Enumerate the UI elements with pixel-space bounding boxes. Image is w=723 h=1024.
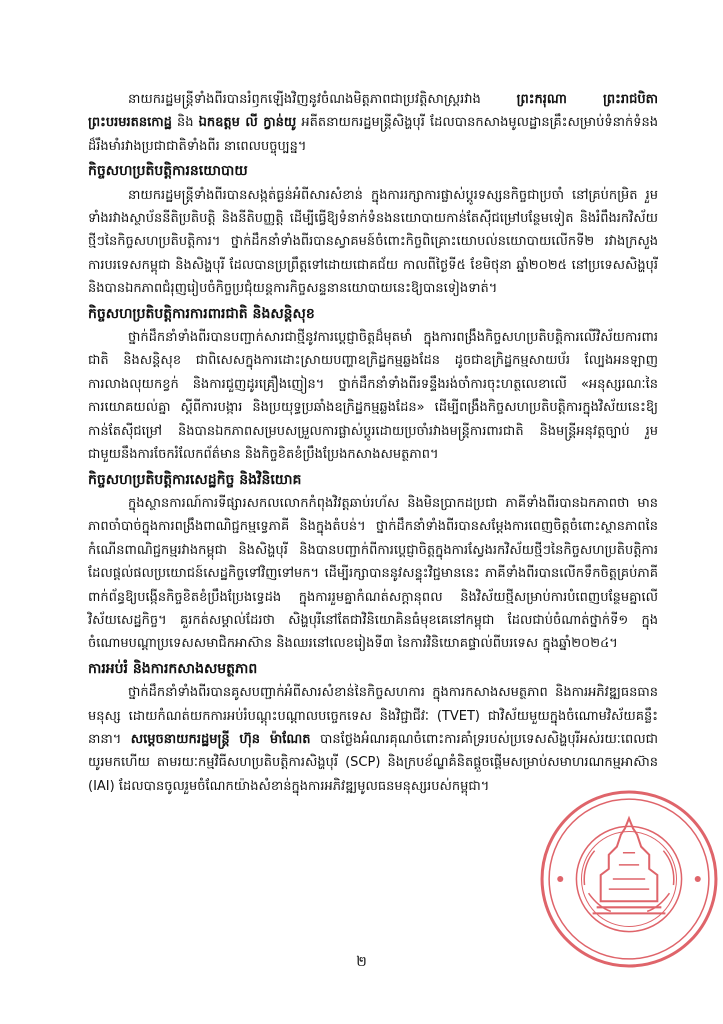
education-pm-name: សម្តេចនាយករដ្ឋមន្ត្រី ហ៊ុន ម៉ាណែត (130, 731, 311, 747)
heading-economic: កិច្ចសហប្រតិបត្តិការសេដ្ឋកិច្ច និងវិនិយោគ (88, 471, 302, 488)
intro-paragraph (88, 88, 658, 158)
page-number: ២ (356, 954, 367, 970)
defence-paragraph: ថ្នាក់ដឹកនាំទាំងពីរបានបញ្ជាក់សារជាថ្មីនូវការប្តេជ្ញាចិត្តដ៏មុតមាំ ក្នុងការពង្រឹងកិច្ចសហប្រតិបត្តិការលើវិស័យការពារជាតិ និងសន្តិសុខ ជាពិសេសក្នុងការដោះស្រាយបញ្ហាឧក្រិដ្ឋកម្មឆ្លងដែន ដូចជាឧក្រិដ្ឋកម្មសាយប័រ ល្បែងអនឡាញ ការលាងលុយកខ្វក់ និងការជួញដូរគ្រឿងញៀន។ ថ្នាក់ដឹកនាំទាំងពីរទន្ទឹងរង់ចាំការចុះហត្ថលេខាលើ «អនុស្សរណៈនៃការយោគយល់គ្នា ស្តីពីការបង្ការ និងប្រយុទ្ធប្រឆាំងឧក្រិដ្ឋកម្មឆ្លងដែន» ដើម្បីពង្រឹងកិច្ចសហប្រតិបត្តិការក្នុងវិស័យនេះឱ្យកាន់តែស៊ីជម្រៅ និងបានឯកភាពសម្របសម្រួលការផ្លាស់ប្តូរដោយប្រចាំរវាងមន្ត្រីការពារជាតិ និងមន្ត្រីអនុវត្តច្បាប់ រួមជាមួយនឹងការចែករំលែកព័ត៌មាន និងកិច្ចខិតខំប្រឹងប្រែងកសាងសមត្ថភាព។ (88, 330, 658, 463)
education-paragraph (88, 681, 658, 798)
economic-paragraph: ក្នុងស្ថានការណ៍ការទីផ្សារសកលលោកកំពុងវិវត្តឆាប់រហ័ស និងមិនប្រាកដប្រជា ភាគីទាំងពីរបានឯកភាពថា មានភាពចាំបាច់ក្នុងការពង្រឹងពាណិជ្ជកម្មទ្វេភាគី និងក្នុងតំបន់។ ថ្នាក់ដឹកនាំទាំងពីរបានសម្តែងការពេញចិត្តចំពោះស្ថានភាពនៃកំណើនពាណិជ្ជកម្មរវាងកម្ពុជា និងសិង្ហបុរី និងបានបញ្ជាក់ពីការប្តេជ្ញាចិត្តក្នុងការស្វែងរកវិស័យថ្មីៗនៃកិច្ចសហប្រតិបត្តិការ ដែលផ្តល់ផលប្រយោជន៍សេដ្ឋកិច្ចទៅវិញទៅមក។ ដើម្បីរក្សាបាននូវសន្ទុះវិជ្ជមាននេះ ភាគីទាំងពីរបានលើកទឹកចិត្តគ្រប់ភាគីពាក់ព័ន្ធឱ្យបង្កើនកិច្ចខិតខំប្រឹងប្រែងទ្វេដង ក្នុងការរួមគ្នាកំណត់សក្តានុពល និងវិស័យថ្មីសម្រាប់ការបំពេញបន្ថែមគ្នាលើវិស័យសេដ្ឋកិច្ច។ គួរកត់សម្គាល់ដែរថា សិង្ហបុរីនៅតែជាវិនិយោគិនធំមុខគេនៅកម្ពុជា ដែលជាប់ចំណាត់ថ្នាក់ទី១ ក្នុងចំណោមបណ្តាប្រទេសសមាជិកអាស៊ាន និងឈរនៅលេខរៀងទី៣ នៃការវិនិយោគផ្ទាល់ពីបរទេស ក្នុងឆ្នាំ២០២៤។ (88, 495, 658, 652)
intro-text-1: នាយករដ្ឋមន្ត្រីទាំងពីរបានរំឭកឡើងវិញនូវចំណងមិត្តភាពជាប្រវត្តិសាស្ត្ររវាង (128, 92, 517, 107)
intro-lee-name: ឯកឧត្តម លី ក្វាន់យូ (198, 115, 297, 131)
education-text-2: បានថ្លែងអំណរគុណចំពោះការគាំទ្ររបស់ប្រទេសសិង្ហបុរីអស់រយៈពេលជាយូរមកហើយ តាមរយៈកម្មវិធីសហប្រតិបត្តិការសិង្ហបុរី (SCP) និងក្របខ័ណ្ឌគំនិតផ្តួចផ្តើមសម្រាប់សមាហរណកម្មអាស៊ាន (IAI) ដែលបានចូលរួមចំណែកយ៉ាងសំខាន់ក្នុងការអភិវឌ្ឍមូលធនមនុស្សរបស់កម្ពុជា។ (88, 731, 658, 794)
red-official-seal-icon (538, 788, 720, 970)
body-text (88, 88, 658, 798)
intro-text-2: និង (171, 115, 199, 131)
political-paragraph: នាយករដ្ឋមន្ត្រីទាំងពីរបានសង្កត់ធ្ងន់អំពីសារសំខាន់ ក្នុងការរក្សាការផ្លាស់ប្តូរទស្សនកិច្ចជាប្រចាំ នៅគ្រប់កម្រិត រួមទាំងរវាងស្ថាប័ននីតិប្រតិបត្តិ និងនីតិបញ្ញត្តិ ដើម្បីធ្វើឱ្យទំនាក់ទំនងនយោបាយកាន់តែស៊ីជម្រៅបន្ថែមទៀត និងរំពឹងរកវិស័យថ្មីៗនៃកិច្ចសហប្រតិបត្តិការ។ ថ្នាក់ដឹកនាំទាំងពីរបានស្វាគមន៍ចំពោះកិច្ចពិគ្រោះយោបល់នយោបាយលើកទី២ រវាងក្រសួងការបរទេសកម្ពុជា និងសិង្ហបុរី ដែលបានប្រព្រឹត្តទៅដោយជោគជ័យ កាលពីថ្ងៃទី៥ ខែមិថុនា ឆ្នាំ២០២៥ នៅប្រទេសសិង្ហបុរី និងបានឯកភាពជំរុញរៀបចំកិច្ចប្រជុំយន្តការកិច្ចសន្ទនានយោបាយនេះឱ្យបានទៀងទាត់។ (88, 187, 658, 297)
heading-defence: កិច្ចសហប្រតិបត្តិការការពារជាតិ និងសន្តិសុខ (88, 305, 315, 322)
intro-royal-name: ព្រះករុណា ព្រះរាជបិតា ព្រះបរមរតនកោដ្ឋ (88, 92, 658, 131)
heading-education: ការអប់រំ និងការកសាងសមត្ថភាព (88, 660, 258, 677)
education-text-1: ថ្នាក់ដឹកនាំទាំងពីរបានគូសបញ្ជាក់អំពីសារសំខាន់នៃកិច្ចសហការ ក្នុងការកសាងសមត្ថភាព និងការអភិវឌ្ឍធនធានមនុស្ស ដោយកំណត់យកការអប់រំបណ្តុះបណ្តាលបច្ចេកទេស និងវិជ្ជាជីវៈ (TVET) ជាវិស័យមួយក្នុងចំណោមវិស័យគន្លឹះនានា។ (88, 685, 658, 747)
heading-political: កិច្ចសហប្រតិបត្តិការនយោបាយ (88, 163, 248, 180)
intro-text-3: អតីតនាយករដ្ឋមន្ត្រីសិង្ហបុរី ដែលបានកសាងមូលដ្ឋានគ្រឹះសម្រាប់ទំនាក់ទំនងដ៏រឹងមាំរវាងប្រជាជាតិទាំងពីរ នាពេលបច្ចុប្បន្ន។ (88, 115, 658, 154)
